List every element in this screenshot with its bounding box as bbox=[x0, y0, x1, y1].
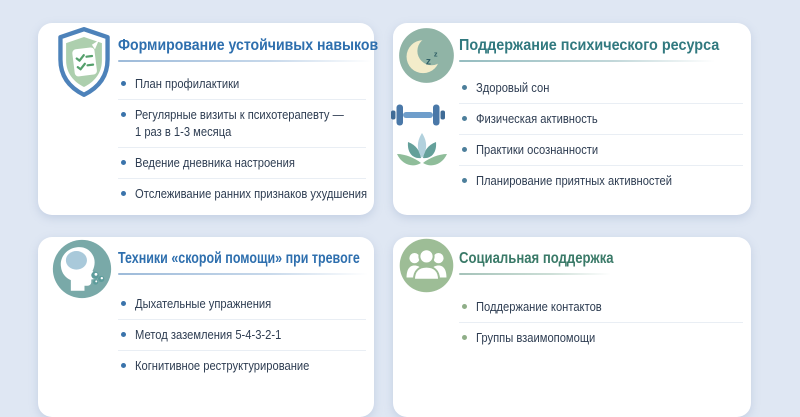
list-item bbox=[118, 99, 366, 147]
card-header bbox=[459, 249, 648, 275]
bullet-dot bbox=[121, 301, 126, 306]
title-underline bbox=[459, 60, 715, 62]
list-item-text: Отслеживание ранних признаков ухудшения bbox=[135, 186, 368, 201]
list-item-text: План профилактики bbox=[135, 76, 240, 91]
card-anxiety-first-aid bbox=[38, 237, 374, 417]
card-mental-resource bbox=[393, 23, 751, 215]
card-title: Техники «скорой помощи» при тревоге bbox=[118, 250, 360, 267]
card-header bbox=[118, 249, 428, 275]
list-item bbox=[118, 350, 366, 381]
card-sustainable-skills bbox=[38, 23, 379, 215]
bullet-dot bbox=[121, 160, 126, 165]
list-item-text: Метод заземления 5-4-3-2-1 bbox=[135, 327, 282, 342]
bullet-dot bbox=[462, 147, 467, 152]
list-item-text: Дыхательные упражнения bbox=[135, 296, 272, 311]
card-title: Формирование устойчивых навыков bbox=[118, 37, 379, 54]
card-title: Социальная поддержка bbox=[459, 250, 614, 267]
title-underline bbox=[118, 273, 368, 275]
list-item bbox=[459, 322, 743, 353]
list-item-text: Ведение дневника настроения bbox=[135, 155, 295, 170]
list-item bbox=[118, 319, 366, 350]
card-title: Поддержание психического ресурса bbox=[459, 37, 720, 54]
bullet-dot bbox=[121, 191, 126, 196]
card-header bbox=[459, 36, 748, 62]
list-item-text-line2: 1 раз в 1-3 месяца bbox=[135, 124, 232, 139]
list-item-text: Поддержание контактов bbox=[476, 299, 602, 314]
list-item-text: Физическая активность bbox=[476, 111, 598, 126]
bullet-dot bbox=[462, 178, 467, 183]
list-item-text: Планирование приятных активностей bbox=[476, 173, 672, 188]
dumbbell-icon bbox=[391, 101, 445, 129]
list-item bbox=[459, 73, 743, 103]
card-header bbox=[118, 36, 414, 62]
svg-text:z: z bbox=[433, 49, 438, 59]
bullet-list bbox=[118, 69, 366, 209]
bullet-dot bbox=[462, 335, 467, 340]
breathing-head-icon bbox=[51, 238, 113, 300]
title-underline bbox=[118, 60, 372, 62]
shield-checklist-icon bbox=[53, 26, 115, 98]
title-underline bbox=[459, 273, 611, 275]
bullet-dot bbox=[462, 85, 467, 90]
list-item bbox=[118, 69, 366, 99]
list-item bbox=[459, 134, 743, 165]
lotus-icon bbox=[394, 130, 450, 176]
list-item bbox=[118, 289, 366, 319]
list-item-text: Регулярные визиты к психотерапевту — bbox=[135, 107, 344, 122]
svg-text:z: z bbox=[425, 56, 432, 68]
moon-sleep-icon bbox=[398, 27, 455, 84]
bullet-list bbox=[459, 292, 743, 353]
list-item bbox=[459, 103, 743, 134]
people-group-icon bbox=[398, 237, 455, 294]
card-social-support bbox=[393, 237, 751, 417]
list-item bbox=[459, 292, 743, 322]
bullet-list bbox=[118, 289, 366, 381]
list-item-text: Здоровый сон bbox=[476, 80, 550, 95]
list-item-text: Когнитивное реструктурирование bbox=[135, 358, 310, 373]
bullet-dot bbox=[121, 112, 126, 117]
bullet-dot bbox=[462, 116, 467, 121]
list-item bbox=[459, 165, 743, 196]
bullet-list bbox=[459, 73, 743, 196]
list-item-text: Группы взаимопомощи bbox=[476, 330, 596, 345]
list-item bbox=[118, 178, 366, 209]
bullet-dot bbox=[121, 332, 126, 337]
list-item-text: Практики осознанности bbox=[476, 142, 599, 157]
bullet-dot bbox=[121, 81, 126, 86]
bullet-dot bbox=[462, 304, 467, 309]
bullet-dot bbox=[121, 363, 126, 368]
list-item bbox=[118, 147, 366, 178]
